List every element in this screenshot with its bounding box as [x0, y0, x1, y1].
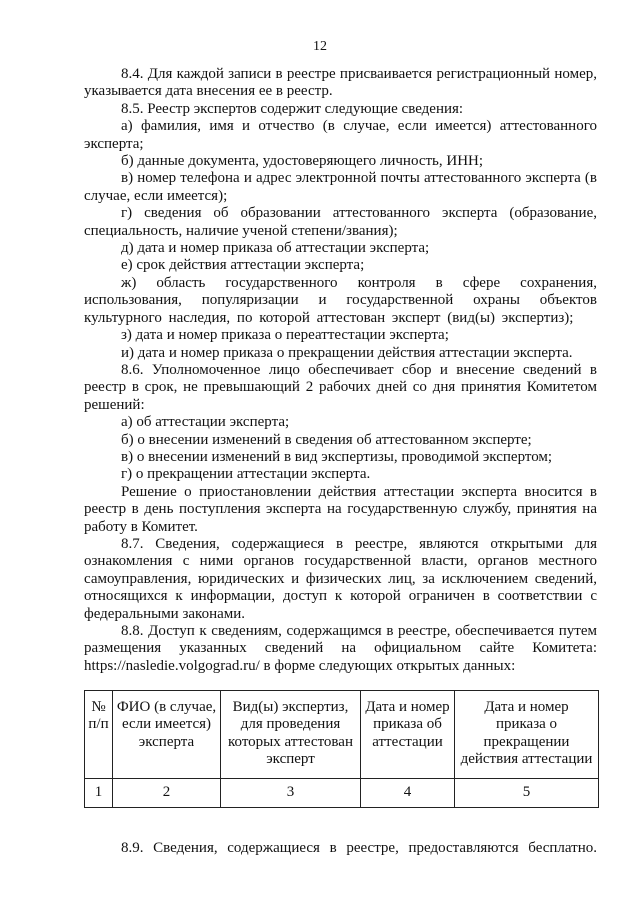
table-header-cell: Дата и номер приказа о прекращении действия аттестации	[455, 691, 599, 779]
paragraph-8-6: 8.6. Уполномоченное лицо обеспечивает сбор и внесение сведений в реестр в срок, не превышающий 2 рабочих дней со дня принятия Комитетом решений:	[84, 361, 597, 413]
table-row	[85, 778, 599, 807]
page-number: 12	[313, 39, 327, 54]
document-tail	[84, 840, 597, 857]
list-item-a-2: а) об аттестации эксперта;	[121, 414, 290, 431]
table-cell: 4	[361, 778, 455, 807]
list-item-i: и) дата и номер приказа о прекращении действия аттестации эксперта.	[121, 344, 573, 361]
list-item-v: в) номер телефона и адрес электронной почты аттестованного эксперта (в случае, если имеется);	[84, 170, 597, 204]
list-item-d: д) дата и номер приказа об аттестации эксперта;	[121, 240, 430, 257]
table-header-cell: № п/п	[85, 691, 113, 779]
list-item-e: е) срок действия аттестации эксперта;	[121, 257, 365, 274]
table-header-cell: Дата и номер приказа об аттестации	[361, 691, 455, 779]
paragraph-8-7: 8.7. Сведения, содержащиеся в реестре, являются открытыми для ознакомления с ними органов государственной власти, органов местного самоуправления, юридических и физических лиц, за исключением сведений, относящихся к информации, доступ к которой ограничен в соответствии с федеральными законами.	[84, 535, 597, 622]
paragraph-8-8: 8.8. Доступ к сведениям, содержащимся в реестре, обеспечивается путем размещения указанных сведений на официальном сайте Комитета: https://nasledie.volgograd.ru/ в форме следующих открытых данных:	[84, 623, 597, 674]
list-item-b-2: б) о внесении изменений в сведения об аттестованном эксперте;	[121, 431, 532, 448]
list-item-z: з) дата и номер приказа о переаттестации эксперта;	[121, 327, 449, 344]
table-cell: 3	[221, 778, 361, 807]
list-item-b: б) данные документа, удостоверяющего личность, ИНН;	[121, 153, 484, 170]
table-cell: 5	[455, 778, 599, 807]
paragraph-8-4: 8.4. Для каждой записи в реестре присваивается регистрационный номер, указывается дата внесения ее в реестр.	[84, 66, 597, 100]
open-data-table	[84, 690, 599, 808]
list-item-g-2: г) о прекращении аттестации эксперта.	[121, 466, 371, 483]
table-header-cell: ФИО (в случае, если имеется) эксперта	[113, 691, 221, 779]
table-cell: 1	[85, 778, 113, 807]
document-body	[84, 66, 597, 675]
table-header-row	[85, 691, 599, 779]
table-cell: 2	[113, 778, 221, 807]
list-item-zh: ж) область государственного контроля в сфере сохранения, использования, популяризации и государственной охраны объектов культурного наследия, по которой аттестован эксперт (вид(ы) экспертиз);	[84, 274, 597, 326]
paragraph-8-5: 8.5. Реестр экспертов содержит следующие сведения:	[121, 100, 464, 117]
table-header-cell: Вид(ы) экспертиз, для проведения которых аттестован эксперт	[221, 691, 361, 779]
paragraph-8-9: 8.9. Сведения, содержащиеся в реестре, предоставляются бесплатно.	[121, 840, 597, 856]
paragraph-suspension: Решение о приостановлении действия аттестации эксперта вносится в реестр в день поступления эксперта на государственную службу, принятия на работу в Комитет.	[84, 483, 597, 535]
list-item-a: а) фамилия, имя и отчество (в случае, если имеется) аттестованного эксперта;	[84, 118, 597, 152]
list-item-v-2: в) о внесении изменений в вид экспертизы, проводимой экспертом;	[121, 448, 553, 465]
list-item-g: г) сведения об образовании аттестованного эксперта (образование, специальность, наличие ученой степени/звания);	[84, 205, 597, 239]
